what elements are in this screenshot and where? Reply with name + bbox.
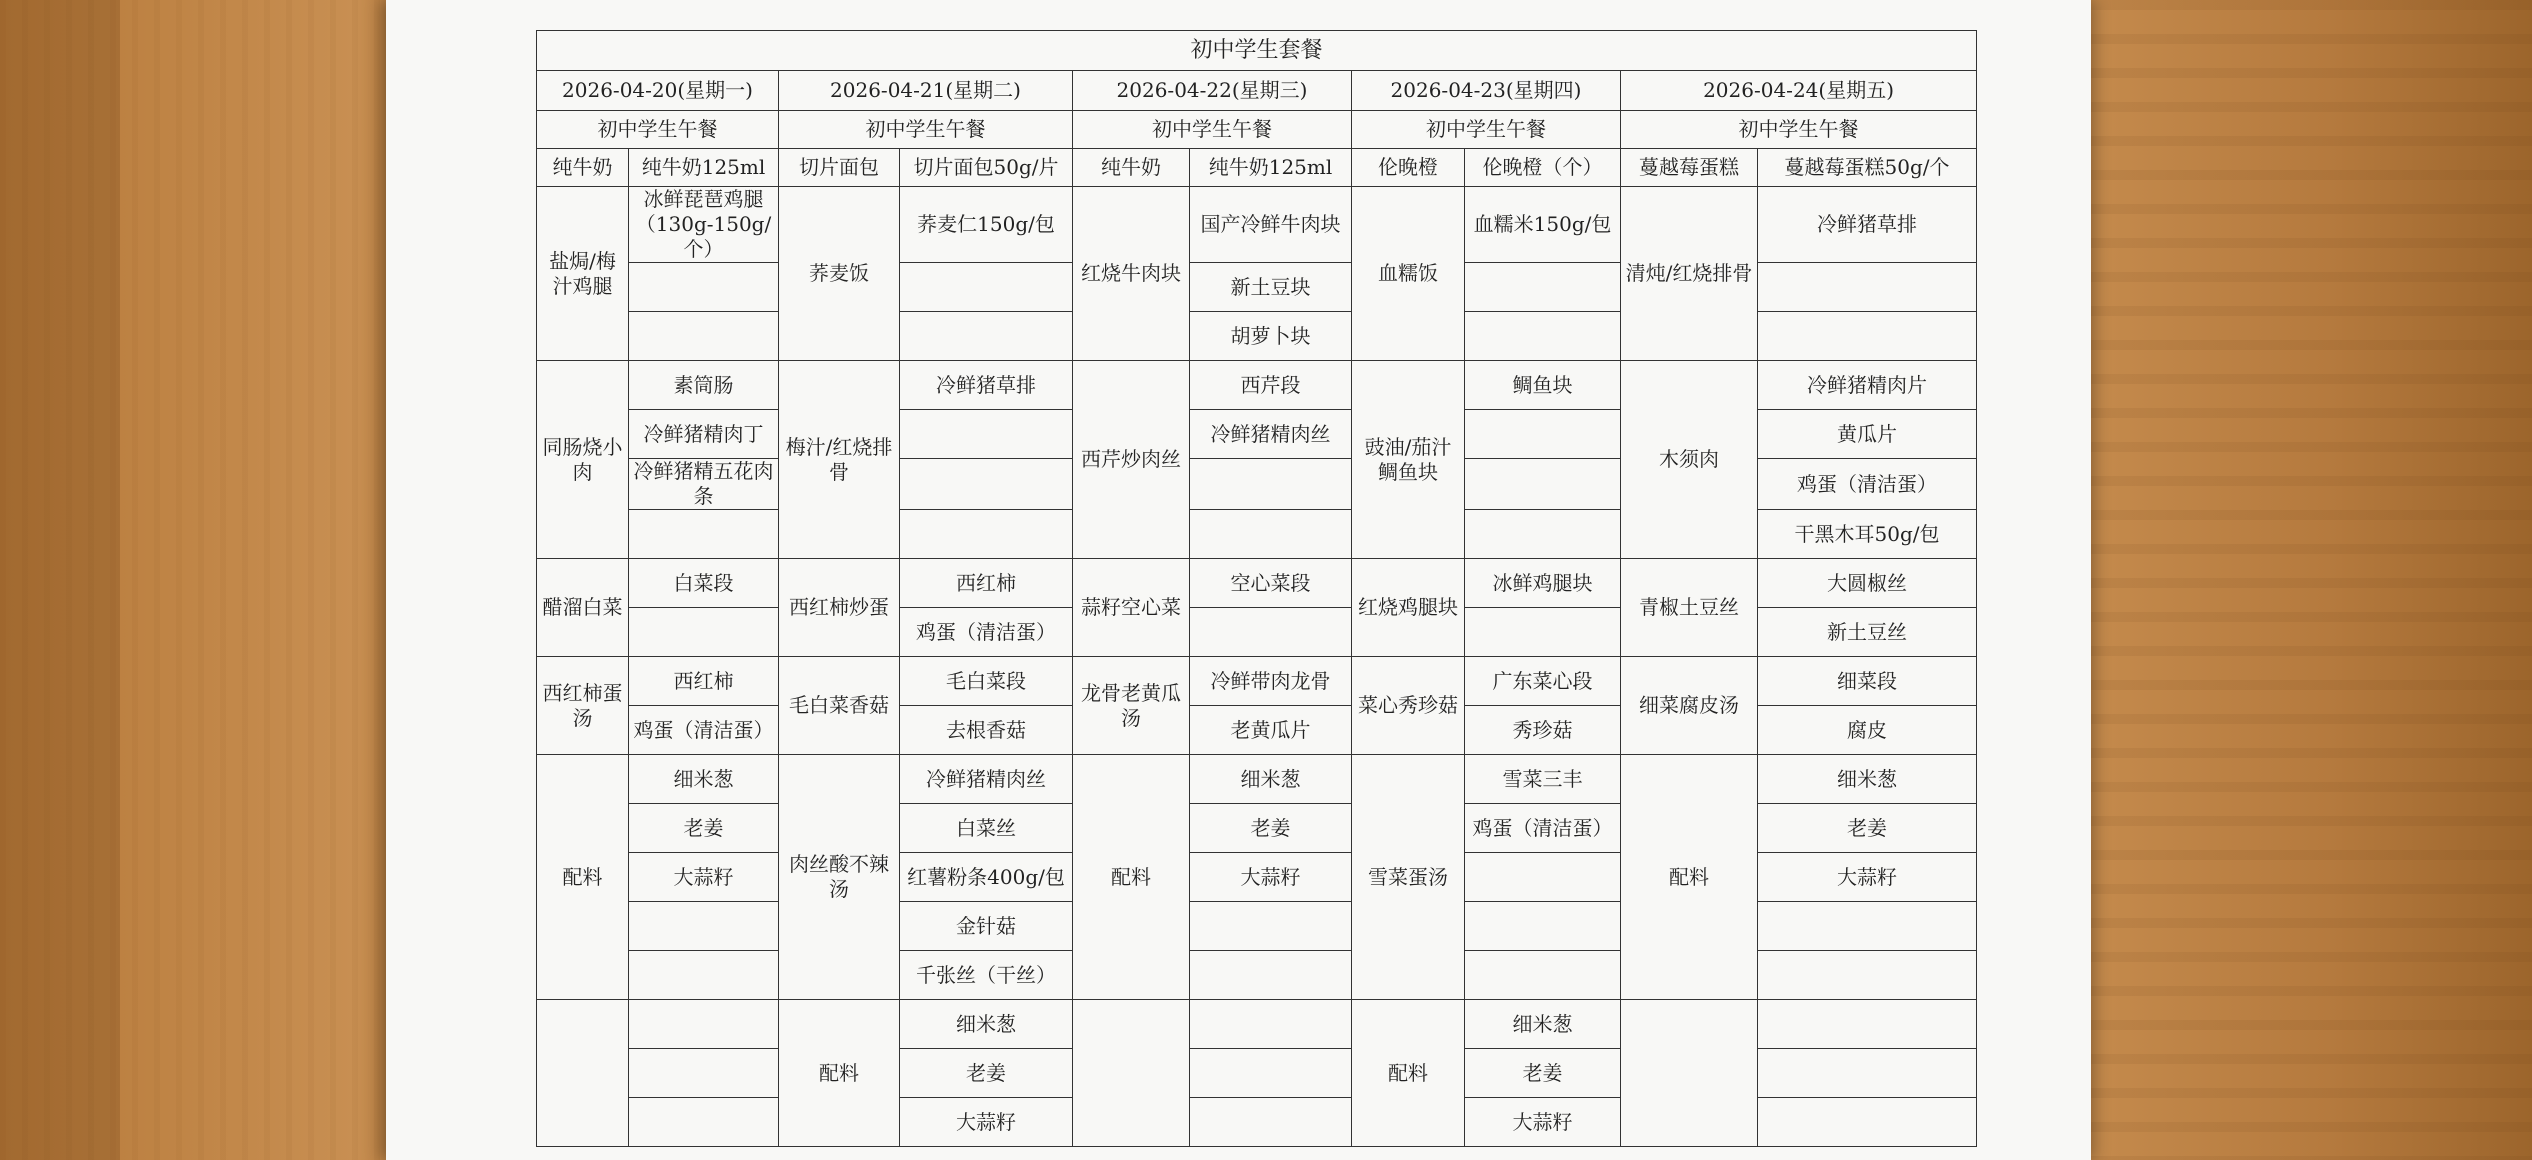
ingredient-cell	[900, 510, 1073, 559]
ingredient-cell: 黄瓜片	[1758, 410, 1977, 459]
day-date-header: 2026-04-22(星期三)	[1073, 71, 1352, 111]
ingredient-cell	[1758, 902, 1977, 951]
extra-item-spec: 纯牛奶125ml	[1190, 149, 1352, 187]
ingredient-cell: 细米葱	[900, 1000, 1073, 1049]
ingredient-cell	[900, 459, 1073, 510]
dish-name: 龙骨老黄瓜汤	[1073, 657, 1190, 755]
ingredient-cell	[1465, 459, 1621, 510]
day-date-header: 2026-04-24(星期五)	[1621, 71, 1977, 111]
ingredient-cell: 大蒜籽	[900, 1098, 1073, 1147]
ingredient-cell: 西芹段	[1190, 361, 1352, 410]
ingredient-cell	[629, 608, 779, 657]
ingredient-cell	[1465, 853, 1621, 902]
ingredient-cell: 千张丝（干丝）	[900, 951, 1073, 1000]
ingredient-cell: 老姜	[900, 1049, 1073, 1098]
ingredient-cell: 冷鲜猪草排	[1758, 187, 1977, 263]
ingredient-cell: 胡萝卜块	[1190, 312, 1352, 361]
ingredient-cell	[629, 902, 779, 951]
extra-item-spec: 切片面包50g/片	[900, 149, 1073, 187]
ingredient-cell: 老姜	[1190, 804, 1352, 853]
ingredient-cell: 空心菜段	[1190, 559, 1352, 608]
dish-name: 红烧鸡腿块	[1352, 559, 1465, 657]
ingredient-cell	[1190, 1000, 1352, 1049]
dish-name: 西红柿蛋汤	[537, 657, 629, 755]
ingredient-cell	[1190, 1098, 1352, 1147]
ingredient-cell: 新土豆块	[1190, 263, 1352, 312]
ingredient-cell	[629, 1000, 779, 1049]
dish-name: 配料	[779, 1000, 900, 1147]
dish-name: 血糯饭	[1352, 187, 1465, 361]
dish-name: 清炖/红烧排骨	[1621, 187, 1758, 361]
ingredient-cell: 白菜丝	[900, 804, 1073, 853]
ingredient-cell: 细菜段	[1758, 657, 1977, 706]
dish-name: 毛白菜香菇	[779, 657, 900, 755]
extra-item-name: 纯牛奶	[1073, 149, 1190, 187]
extra-item-name: 伦晚橙	[1352, 149, 1465, 187]
menu-sheet	[386, 0, 2091, 1160]
meal-type-header: 初中学生午餐	[537, 111, 779, 149]
ingredient-cell	[1758, 312, 1977, 361]
dish-name: 梅汁/红烧排骨	[779, 361, 900, 559]
extra-item-spec: 纯牛奶125ml	[629, 149, 779, 187]
extra-item-name: 纯牛奶	[537, 149, 629, 187]
ingredient-cell: 大蒜籽	[1190, 853, 1352, 902]
ingredient-cell	[1190, 1049, 1352, 1098]
dish-name: 红烧牛肉块	[1073, 187, 1190, 361]
meal-type-header: 初中学生午餐	[779, 111, 1073, 149]
ingredient-cell: 干黑木耳50g/包	[1758, 510, 1977, 559]
ingredient-cell	[1465, 410, 1621, 459]
ingredient-cell: 西红柿	[900, 559, 1073, 608]
ingredient-cell: 冷鲜带肉龙骨	[1190, 657, 1352, 706]
ingredient-cell: 鲷鱼块	[1465, 361, 1621, 410]
ingredient-cell	[1465, 263, 1621, 312]
ingredient-cell: 去根香菇	[900, 706, 1073, 755]
ingredient-cell: 细米葱	[1190, 755, 1352, 804]
ingredient-cell: 老黄瓜片	[1190, 706, 1352, 755]
wood-table-left	[0, 0, 120, 1160]
dish-name: 木须肉	[1621, 361, 1758, 559]
dish-name: 豉油/茄汁鲷鱼块	[1352, 361, 1465, 559]
ingredient-cell: 老姜	[1465, 1049, 1621, 1098]
ingredient-cell: 腐皮	[1758, 706, 1977, 755]
dish-name: 雪菜蛋汤	[1352, 755, 1465, 1000]
ingredient-cell: 大蒜籽	[1758, 853, 1977, 902]
ingredient-cell: 鸡蛋（清洁蛋）	[1758, 459, 1977, 510]
ingredient-cell: 新土豆丝	[1758, 608, 1977, 657]
ingredient-cell: 冷鲜猪精肉片	[1758, 361, 1977, 410]
ingredient-cell: 细米葱	[629, 755, 779, 804]
lunch-menu-table	[536, 30, 1977, 1147]
dish-name: 蒜籽空心菜	[1073, 559, 1190, 657]
ingredient-cell: 秀珍菇	[1465, 706, 1621, 755]
ingredient-cell: 冷鲜猪精肉丝	[900, 755, 1073, 804]
ingredient-cell: 大圆椒丝	[1758, 559, 1977, 608]
meal-type-header: 初中学生午餐	[1621, 111, 1977, 149]
ingredient-cell: 鸡蛋（清洁蛋）	[629, 706, 779, 755]
ingredient-cell: 冷鲜猪精肉丁	[629, 410, 779, 459]
ingredient-cell: 鸡蛋（清洁蛋）	[1465, 804, 1621, 853]
ingredient-cell: 冰鲜鸡腿块	[1465, 559, 1621, 608]
ingredient-cell	[900, 312, 1073, 361]
ingredient-cell	[1465, 312, 1621, 361]
ingredient-cell: 西红柿	[629, 657, 779, 706]
ingredient-cell	[629, 312, 779, 361]
dish-name: 醋溜白菜	[537, 559, 629, 657]
ingredient-cell: 细米葱	[1465, 1000, 1621, 1049]
meal-type-header: 初中学生午餐	[1352, 111, 1621, 149]
ingredient-cell	[900, 410, 1073, 459]
dish-name: 菜心秀珍菇	[1352, 657, 1465, 755]
ingredient-cell	[1190, 510, 1352, 559]
dish-name: 西芹炒肉丝	[1073, 361, 1190, 559]
ingredient-cell	[1190, 902, 1352, 951]
ingredient-cell: 素筒肠	[629, 361, 779, 410]
ingredient-cell: 雪菜三丰	[1465, 755, 1621, 804]
ingredient-cell	[1758, 1000, 1977, 1049]
dish-name	[537, 1000, 629, 1147]
ingredient-cell: 大蒜籽	[629, 853, 779, 902]
ingredient-cell: 红薯粉条400g/包	[900, 853, 1073, 902]
ingredient-cell: 冷鲜猪精肉丝	[1190, 410, 1352, 459]
ingredient-cell	[629, 1098, 779, 1147]
ingredient-cell	[1190, 608, 1352, 657]
dish-name: 细菜腐皮汤	[1621, 657, 1758, 755]
dish-name: 同肠烧小肉	[537, 361, 629, 559]
ingredient-cell: 白菜段	[629, 559, 779, 608]
menu-title: 初中学生套餐	[537, 31, 1977, 71]
dish-name: 西红柿炒蛋	[779, 559, 900, 657]
dish-name	[1621, 1000, 1758, 1147]
extra-item-spec: 伦晚橙（个）	[1465, 149, 1621, 187]
ingredient-cell: 冷鲜猪草排	[900, 361, 1073, 410]
ingredient-cell	[629, 1049, 779, 1098]
ingredient-cell: 大蒜籽	[1465, 1098, 1621, 1147]
ingredient-cell	[629, 263, 779, 312]
day-date-header: 2026-04-21(星期二)	[779, 71, 1073, 111]
ingredient-cell: 血糯米150g/包	[1465, 187, 1621, 263]
dish-name: 盐焗/梅汁鸡腿	[537, 187, 629, 361]
day-date-header: 2026-04-20(星期一)	[537, 71, 779, 111]
ingredient-cell	[1465, 951, 1621, 1000]
ingredient-cell: 鸡蛋（清洁蛋）	[900, 608, 1073, 657]
dish-name: 配料	[1073, 755, 1190, 1000]
ingredient-cell	[1465, 608, 1621, 657]
ingredient-cell	[629, 951, 779, 1000]
ingredient-cell	[1465, 510, 1621, 559]
day-date-header: 2026-04-23(星期四)	[1352, 71, 1621, 111]
meal-type-header: 初中学生午餐	[1073, 111, 1352, 149]
ingredient-cell: 老姜	[629, 804, 779, 853]
ingredient-cell	[629, 510, 779, 559]
ingredient-cell: 老姜	[1758, 804, 1977, 853]
ingredient-cell	[1758, 1049, 1977, 1098]
dish-name: 配料	[1352, 1000, 1465, 1147]
ingredient-cell: 国产冷鲜牛肉块	[1190, 187, 1352, 263]
ingredient-cell	[1190, 951, 1352, 1000]
ingredient-cell: 冰鲜琵琶鸡腿（130g-150g/个）	[629, 187, 779, 263]
extra-item-spec: 蔓越莓蛋糕50g/个	[1758, 149, 1977, 187]
dish-name: 荞麦饭	[779, 187, 900, 361]
dish-name: 青椒土豆丝	[1621, 559, 1758, 657]
ingredient-cell	[1758, 1098, 1977, 1147]
ingredient-cell: 金针菇	[900, 902, 1073, 951]
extra-item-name: 切片面包	[779, 149, 900, 187]
ingredient-cell	[1190, 459, 1352, 510]
ingredient-cell: 细米葱	[1758, 755, 1977, 804]
ingredient-cell	[900, 263, 1073, 312]
dish-name	[1073, 1000, 1190, 1147]
ingredient-cell: 冷鲜猪精五花肉条	[629, 459, 779, 510]
dish-name: 配料	[537, 755, 629, 1000]
ingredient-cell	[1758, 263, 1977, 312]
dish-name: 肉丝酸不辣汤	[779, 755, 900, 1000]
ingredient-cell: 广东菜心段	[1465, 657, 1621, 706]
extra-item-name: 蔓越莓蛋糕	[1621, 149, 1758, 187]
dish-name: 配料	[1621, 755, 1758, 1000]
ingredient-cell: 荞麦仁150g/包	[900, 187, 1073, 263]
ingredient-cell	[1758, 951, 1977, 1000]
ingredient-cell	[1465, 902, 1621, 951]
ingredient-cell: 毛白菜段	[900, 657, 1073, 706]
wood-table-right	[2080, 0, 2532, 1160]
